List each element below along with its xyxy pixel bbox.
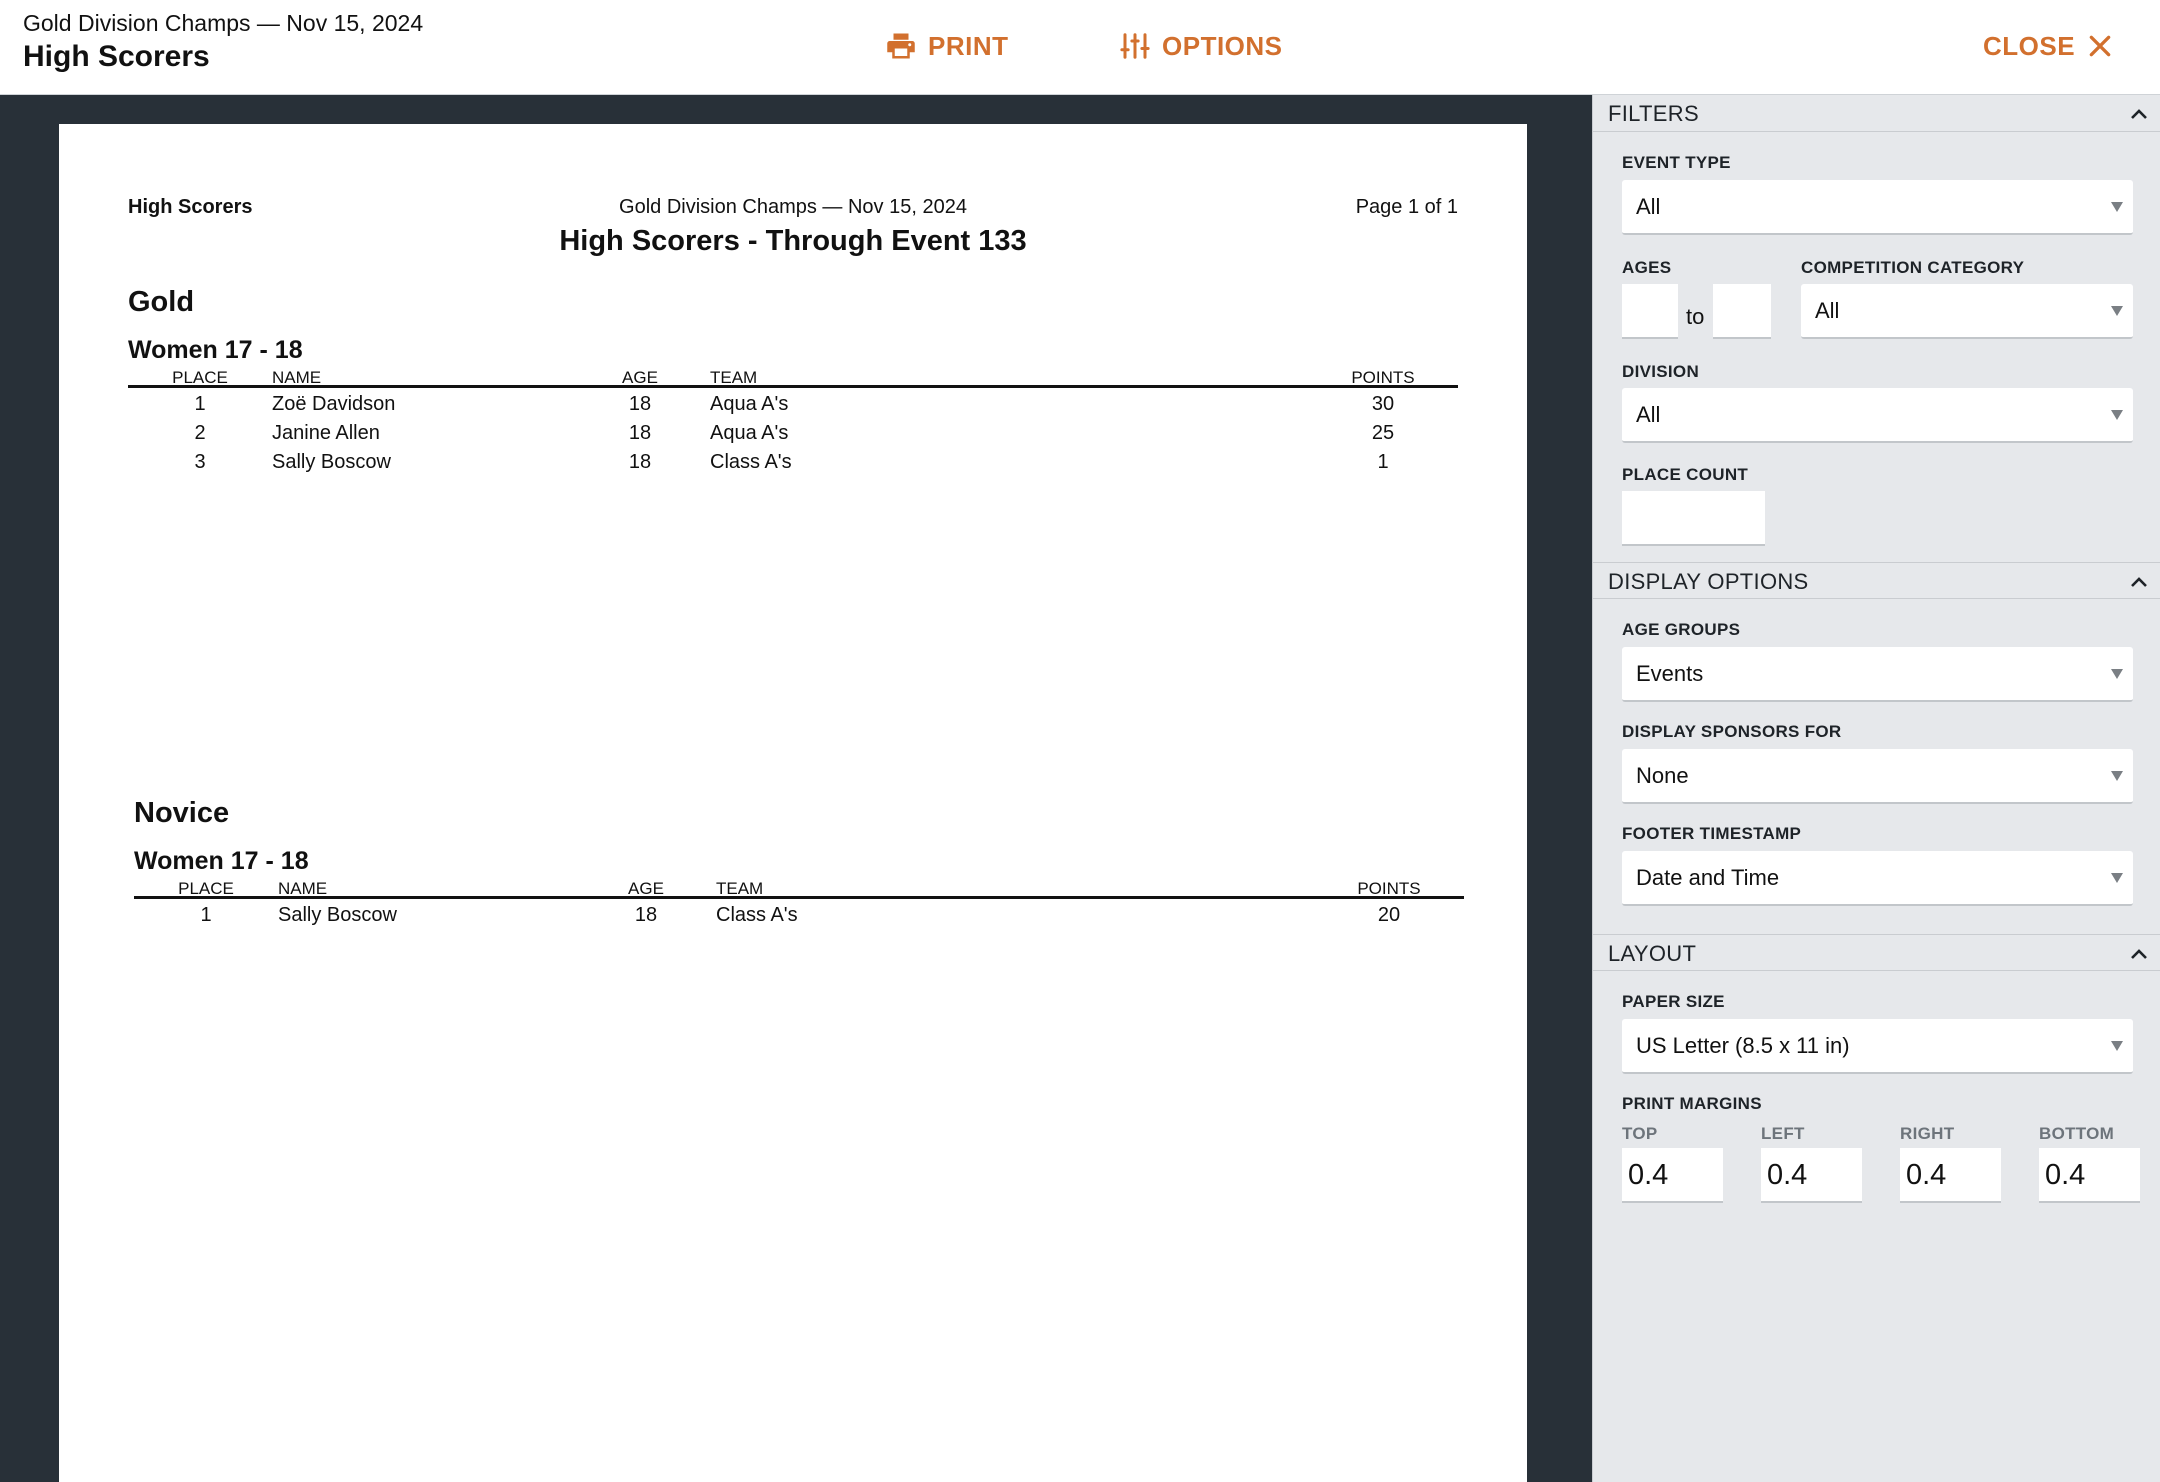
- cell-name: Sally Boscow: [278, 904, 397, 926]
- place-count-input[interactable]: [1622, 491, 1765, 546]
- age-groups-value: Events: [1636, 661, 1704, 686]
- print-label: PRINT: [928, 30, 1009, 61]
- sliders-icon: [1120, 31, 1150, 61]
- cell-age: 18: [628, 422, 652, 444]
- margin-bottom-value: 0.4: [2045, 1159, 2086, 1191]
- close-label: CLOSE: [1983, 30, 2076, 61]
- table-row: [128, 417, 1458, 446]
- competition-category-select[interactable]: [1801, 284, 2133, 339]
- filters-heading: FILTERS: [1608, 101, 1699, 126]
- print-margins-label: PRINT MARGINS: [1622, 1094, 1762, 1113]
- page-header-left: High Scorers: [128, 196, 253, 218]
- chevron-up-icon[interactable]: [2129, 572, 2149, 597]
- event-type-value: All: [1636, 194, 1661, 219]
- display-options-section-header[interactable]: [1593, 562, 2160, 599]
- cell-name: Sally Boscow: [272, 451, 391, 473]
- display-sponsors-label: DISPLAY SPONSORS FOR: [1622, 722, 1842, 741]
- table-header: [128, 366, 1458, 388]
- layout-section-header[interactable]: [1593, 934, 2160, 971]
- event-type-select[interactable]: [1622, 180, 2133, 235]
- margin-top-label: TOP: [1622, 1124, 1658, 1143]
- cell-name: Zoë Davidson: [272, 393, 396, 415]
- display-sponsors-select[interactable]: [1622, 749, 2133, 804]
- chevron-up-icon[interactable]: [2129, 944, 2149, 969]
- cell-place: 2: [194, 422, 206, 444]
- margin-left-label: LEFT: [1761, 1124, 1805, 1143]
- report-title: High Scorers: [23, 40, 210, 73]
- margin-top-value: 0.4: [1628, 1159, 1669, 1191]
- printer-icon: [886, 31, 916, 61]
- cell-points: 25: [1371, 422, 1395, 444]
- page-number: Page 1 of 1: [1355, 196, 1458, 218]
- col-age-header: AGE: [622, 368, 658, 387]
- cell-place: 1: [194, 393, 206, 415]
- col-points-header: POINTS: [1357, 879, 1421, 898]
- footer-timestamp-label: FOOTER TIMESTAMP: [1622, 824, 1802, 843]
- table-row: [134, 899, 1464, 928]
- ages-to-input[interactable]: [1713, 284, 1771, 339]
- margin-left-input[interactable]: [1761, 1148, 1862, 1203]
- cell-place: 3: [194, 451, 206, 473]
- cell-team: Aqua A's: [710, 393, 789, 415]
- margin-bottom-label: BOTTOM: [2039, 1124, 2115, 1143]
- competition-category-label: COMPETITION CATEGORY: [1801, 258, 2025, 277]
- report-subtitle: Gold Division Champs — Nov 15, 2024: [23, 10, 424, 36]
- ages-label: AGES: [1622, 258, 1672, 277]
- display-options-heading: DISPLAY OPTIONS: [1608, 569, 1809, 594]
- dropdown-arrow-icon: [2111, 202, 2123, 212]
- margin-right-input[interactable]: [1900, 1148, 2001, 1203]
- cell-points: 30: [1371, 393, 1395, 415]
- competition-category-value: All: [1815, 298, 1840, 323]
- col-team-header: TEAM: [710, 368, 758, 387]
- dropdown-arrow-icon: [2111, 410, 2123, 420]
- ages-to-text: to: [1686, 304, 1705, 329]
- report-heading: High Scorers - Through Event 133: [559, 225, 1027, 257]
- margin-left-value: 0.4: [1767, 1159, 1808, 1191]
- age-groups-select[interactable]: [1622, 647, 2133, 702]
- division-label: DIVISION: [1622, 362, 1700, 381]
- section-gold: [128, 282, 1458, 475]
- margin-top-input[interactable]: [1622, 1148, 1723, 1203]
- col-place-header: PLACE: [178, 879, 234, 898]
- table-row: [128, 388, 1458, 417]
- footer-timestamp-select[interactable]: [1622, 851, 2133, 906]
- dropdown-arrow-icon: [2111, 306, 2123, 316]
- close-button[interactable]: [1983, 26, 2113, 66]
- col-points-header: POINTS: [1351, 368, 1415, 387]
- ages-from-input[interactable]: [1622, 284, 1678, 339]
- cell-place: 1: [200, 904, 212, 926]
- paper-size-value: US Letter (8.5 x 11 in): [1636, 1033, 1850, 1058]
- layout-heading: LAYOUT: [1608, 941, 1697, 966]
- col-place-header: PLACE: [172, 368, 228, 387]
- dropdown-arrow-icon: [2111, 771, 2123, 781]
- group-heading: Women 17 - 18: [134, 847, 309, 875]
- col-age-header: AGE: [628, 879, 664, 898]
- chevron-up-icon[interactable]: [2129, 104, 2149, 129]
- filters-section-header[interactable]: [1593, 95, 2160, 132]
- options-button[interactable]: [1120, 26, 1283, 66]
- margin-right-label: RIGHT: [1900, 1124, 1955, 1143]
- cell-age: 18: [628, 451, 652, 473]
- dropdown-arrow-icon: [2111, 873, 2123, 883]
- group-heading: Women 17 - 18: [128, 336, 303, 364]
- dropdown-arrow-icon: [2111, 1041, 2123, 1051]
- col-name-header: NAME: [278, 879, 328, 898]
- cell-age: 18: [628, 393, 652, 415]
- age-groups-label: AGE GROUPS: [1622, 620, 1741, 639]
- section-novice: [134, 793, 1464, 928]
- margin-bottom-input[interactable]: [2039, 1148, 2140, 1203]
- close-icon: [2087, 33, 2113, 59]
- page-header-center: Gold Division Champs — Nov 15, 2024: [619, 196, 967, 218]
- cell-team: Aqua A's: [710, 422, 789, 444]
- top-bar: [0, 0, 2160, 95]
- print-preview-area[interactable]: [0, 95, 1592, 1482]
- paper-size-label: PAPER SIZE: [1622, 992, 1725, 1011]
- event-type-label: EVENT TYPE: [1622, 153, 1731, 172]
- print-button[interactable]: [886, 26, 1009, 66]
- report-page: [59, 124, 1527, 1482]
- cell-points: 1: [1377, 451, 1389, 473]
- cell-team: Class A's: [710, 451, 792, 473]
- section-heading: Gold: [128, 286, 195, 318]
- cell-team: Class A's: [716, 904, 798, 926]
- options-sidebar: [1592, 95, 2160, 1482]
- table-header: [134, 877, 1464, 899]
- cell-age: 18: [634, 904, 658, 926]
- division-value: All: [1636, 402, 1661, 427]
- table-row: [128, 446, 1458, 475]
- options-label: OPTIONS: [1162, 30, 1283, 61]
- footer-timestamp-value: Date and Time: [1636, 865, 1780, 890]
- margin-right-value: 0.4: [1906, 1159, 1947, 1191]
- col-name-header: NAME: [272, 368, 322, 387]
- paper-size-select[interactable]: [1622, 1019, 2133, 1074]
- place-count-label: PLACE COUNT: [1622, 465, 1749, 484]
- cell-points: 20: [1377, 904, 1401, 926]
- col-team-header: TEAM: [716, 879, 764, 898]
- display-sponsors-value: None: [1636, 763, 1689, 788]
- section-heading: Novice: [134, 797, 230, 829]
- division-select[interactable]: [1622, 388, 2133, 443]
- cell-name: Janine Allen: [272, 422, 380, 444]
- dropdown-arrow-icon: [2111, 669, 2123, 679]
